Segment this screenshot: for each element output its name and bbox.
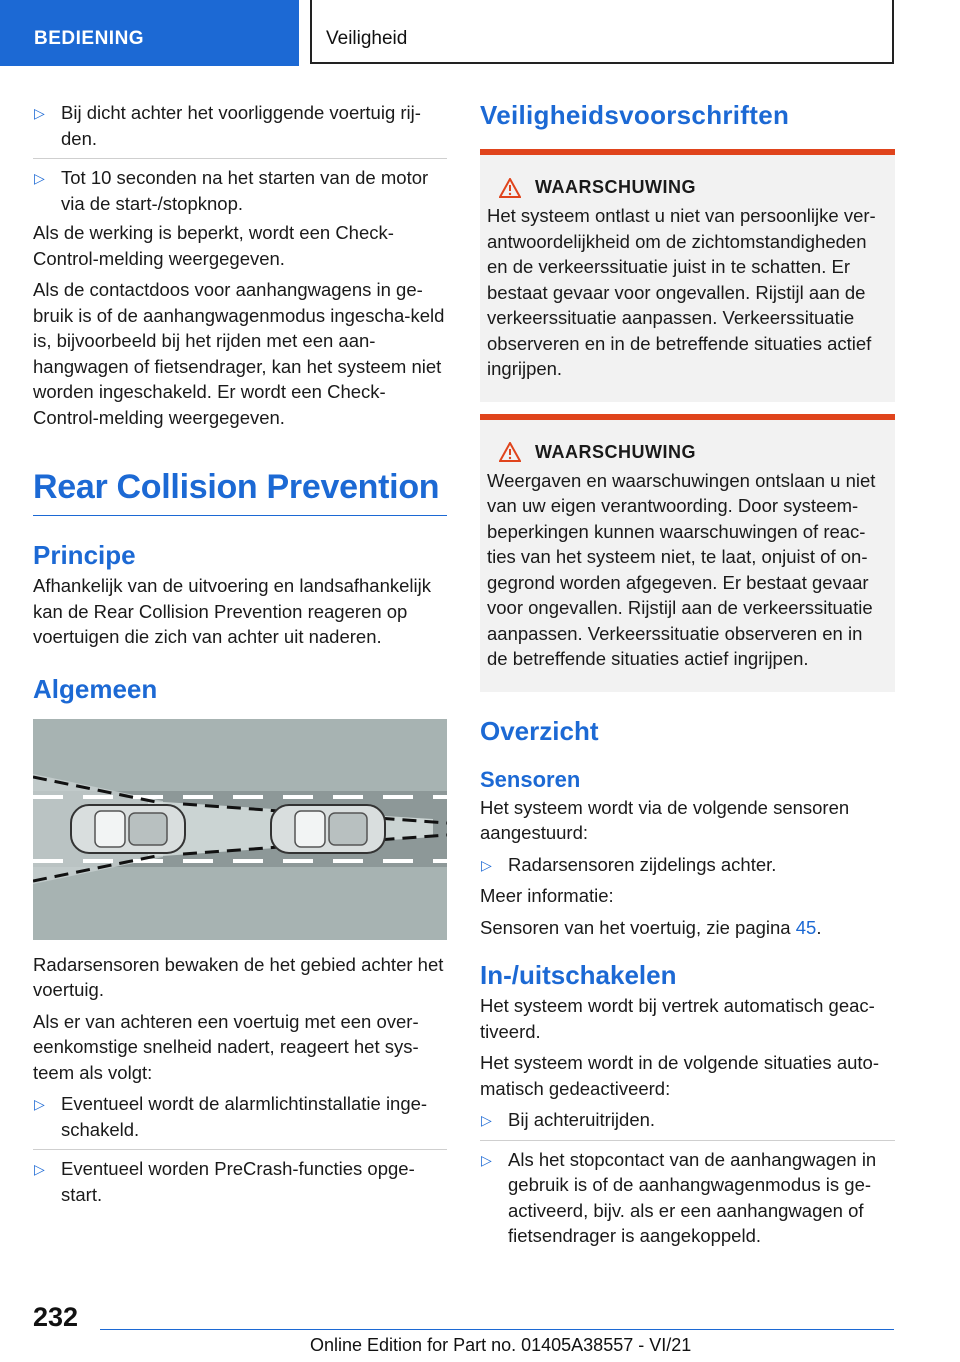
divider	[480, 1140, 895, 1141]
rear-radar-illustration	[33, 719, 447, 940]
page-number: 232	[33, 1302, 79, 1332]
warning-text: Weergaven en waarschuwingen ontslaan u niet van uw eigen verantwoording. Door systeem-beperkingen kunnen waarschuwingen of reac-ties van het systeem niet, te laat, onjuist of on-gegrond worden afgegeven. Er bestaat gevaar voor ongevallen. Rijstijl aan de verkeerssituatie aanpassen. Verkeerssituatie observeren en in de betreffende situaties actief ingrijpen.	[487, 469, 876, 669]
warning-label: WAARSCHUWING	[535, 177, 696, 197]
divider	[33, 1149, 447, 1150]
left-column	[33, 100, 447, 1207]
list-item: ▷ Eventueel wordt de alarmlichtinstallatie inge-schakeld.	[34, 1093, 428, 1140]
paragraph: Het systeem wordt in de volgende situaties auto-matisch gedeactiveerd:	[480, 1052, 879, 1099]
chapter-tab	[0, 0, 299, 66]
footer-rule	[100, 1329, 894, 1330]
algemeen-heading: Algemeen	[33, 673, 158, 704]
main-heading: Rear Collision Prevention	[33, 468, 440, 506]
chapter-label: BEDIENING	[34, 28, 145, 49]
warning-box	[480, 149, 895, 402]
triangle-bullet-icon: ▷	[34, 170, 45, 186]
triangle-bullet-icon: ▷	[34, 1096, 45, 1112]
list-item: ▷ Bij dicht achter het voorliggende voertuig rij-den.	[34, 102, 421, 149]
sensoren-heading: Sensoren	[480, 766, 581, 792]
warning-box	[480, 414, 895, 692]
list-item: ▷ Als het stopcontact van de aanhangwagen in gebruik is of de aanhangwagenmodus is ge-activeerd, bijv. als er een aanhangwagen of fietsendrager is aangekoppeld.	[481, 1148, 877, 1246]
paragraph: Als de werking is beperkt, wordt een Check-Control-melding weergegeven.	[33, 222, 394, 269]
page-link[interactable]: 45	[795, 916, 817, 938]
list-item: ▷ Eventueel worden PreCrash-functies opge-start.	[34, 1158, 415, 1205]
paragraph: Afhankelijk van de uitvoering en landsafhankelijk kan de Rear Collision Prevention reageren op voertuigen die zich van achter uit naderen.	[33, 575, 432, 647]
warning-label: WAARSCHUWING	[535, 441, 696, 462]
triangle-bullet-icon: ▷	[34, 1161, 45, 1177]
divider	[33, 158, 447, 159]
edition-text: Online Edition for Part no. 01405A38557 - VI/21	[310, 1335, 692, 1355]
topic-label: Veiligheid	[326, 28, 408, 49]
paragraph: Het systeem wordt bij vertrek automatisch geac-tiveerd.	[480, 995, 875, 1042]
warning-triangle-icon	[499, 178, 521, 198]
list-item: ▷ Tot 10 seconden na het starten van de motor via de start-/stopknop.	[34, 167, 429, 214]
list-item: ▷ Radarsensoren zijdelings achter.	[480, 852, 895, 878]
paragraph: Meer informatie:	[480, 885, 614, 906]
inuit-heading: In-/uitschakelen	[480, 960, 677, 990]
warning-triangle-icon	[499, 442, 521, 462]
triangle-bullet-icon: ▷	[481, 856, 492, 873]
principe-heading: Principe	[33, 540, 136, 570]
heading-rule	[33, 515, 447, 516]
list-item: ▷ Bij achteruitrijden.	[480, 1107, 895, 1133]
triangle-bullet-icon: ▷	[34, 105, 45, 121]
paragraph: Radarsensoren bewaken de het gebied achter het voertuig.	[33, 953, 444, 1000]
triangle-bullet-icon: ▷	[481, 1151, 492, 1168]
safety-heading: Veiligheidsvoorschriften	[480, 100, 790, 130]
approaching-car-icon	[271, 805, 385, 853]
overzicht-heading: Overzicht	[480, 715, 599, 746]
paragraph: Het systeem wordt via de volgende sensoren aangestuurd:	[480, 796, 850, 843]
paragraph: Als de contactdoos voor aanhangwagens in ge-bruik is of de aanhangwagenmodus ingescha-keld is, bijvoorbeeld bij het rijden met een aan-hangwagen of fietsendrager, kan het systeem niet worden ingeschakeld. Er wordt een Check-Control-melding weergegeven.	[33, 279, 445, 428]
triangle-bullet-icon: ▷	[481, 1112, 492, 1128]
cross-reference: Sensoren van het voertuig, zie pagina 45.	[480, 916, 822, 938]
right-column	[480, 100, 895, 1249]
paragraph: Als er van achteren een voertuig met een over-eenkomstige snelheid nadert, reageert het sys-teem als volgt:	[33, 1010, 419, 1083]
warning-text: Het systeem ontlast u niet van persoonlijke ver-antwoordelijkheid om de zichtomstandigheden en de verkeerssituatie juist in te schatten. Er bestaat gevaar voor ongevallen. Rijstijl aan de verkeerssituatie aanpassen. Verkeerssituatie observeren en in de betreffende situaties actief ingrijpen.	[487, 205, 876, 379]
topic-box	[310, 0, 894, 64]
own-car-icon	[71, 805, 185, 853]
